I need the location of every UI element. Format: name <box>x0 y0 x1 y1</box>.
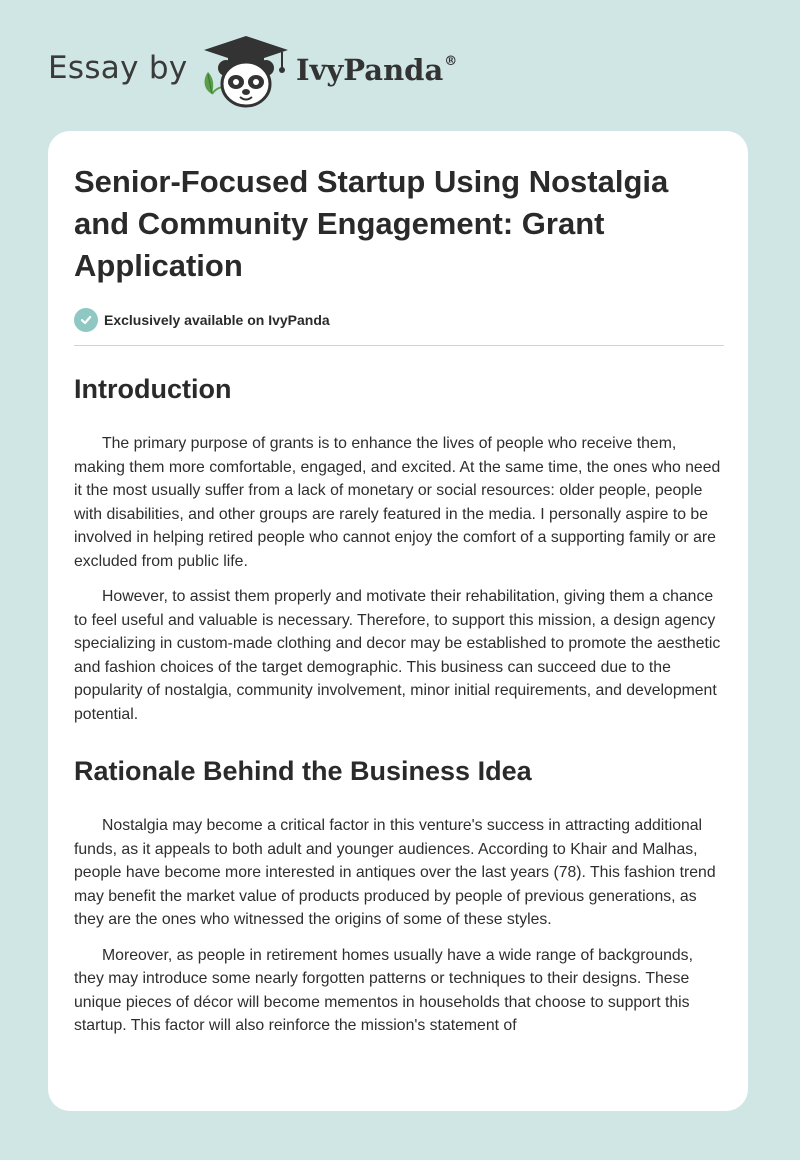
exclusive-badge <box>74 307 724 333</box>
paragraph: Nostalgia may become a critical factor in this venture's success in attracting additional funds, as it appeals to both adult and younger audiences. According to Khair and Malhas, people have become more interested in antiques over the last years (78). This fashion trend may benefit the market value of products produced by people of previous generations, as they are the ones who witnessed the origins of some of these styles. <box>74 817 716 928</box>
site-header <box>0 0 800 130</box>
section-heading: Introduction <box>74 374 232 404</box>
check-icon <box>74 308 98 332</box>
paragraph: However, to assist them properly and motivate their rehabilitation, giving them a chance to feel useful and valuable is necessary. Therefore, to support this mission, a design agency specializing in custom-made clothing and decor may be established to promote the aesthetic and fashion choices of the target demographic. This business can succeed due to the popularity of nostalgia, community involvement, minor initial requirements, and development potential. <box>74 588 721 723</box>
section-heading: Rationale Behind the Business Idea <box>74 756 532 786</box>
registered-mark: ® <box>444 54 458 70</box>
exclusive-label: Exclusively available on IvyPanda <box>104 312 330 328</box>
section-introduction <box>74 372 724 726</box>
essay-by-label: Essay by <box>48 50 188 86</box>
document-card <box>48 131 748 1111</box>
graduate-panda-icon[interactable] <box>200 34 292 110</box>
section-rationale <box>74 754 724 1038</box>
brand-name[interactable] <box>296 53 457 87</box>
document-content <box>74 161 724 1038</box>
paragraph: Moreover, as people in retirement homes usually have a wide range of backgrounds, they may introduce some nearly forgotten patterns or techniques to their designs. These unique pieces of décor will become mementos in households that choose to support this startup. This factor will also reinforce the mission's statement of <box>74 946 693 1034</box>
brand-text[interactable]: IvyPanda <box>296 53 444 87</box>
paragraph: The primary purpose of grants is to enhance the lives of people who receive them, making them more comfortable, engaged, and excited. At the same time, the ones who need it the most usually suffer from a lack of monetary or social resources: older people, people with disabilities, and other groups are rarely featured in the media. I personally aspire to be involved in helping retired people who cannot enjoy the comfort of a supporting family or are excluded from public life. <box>74 435 721 570</box>
document-title: Senior-Focused Startup Using Nostalgia and Community Engagement: Grant Application <box>74 164 669 283</box>
divider <box>74 345 724 346</box>
